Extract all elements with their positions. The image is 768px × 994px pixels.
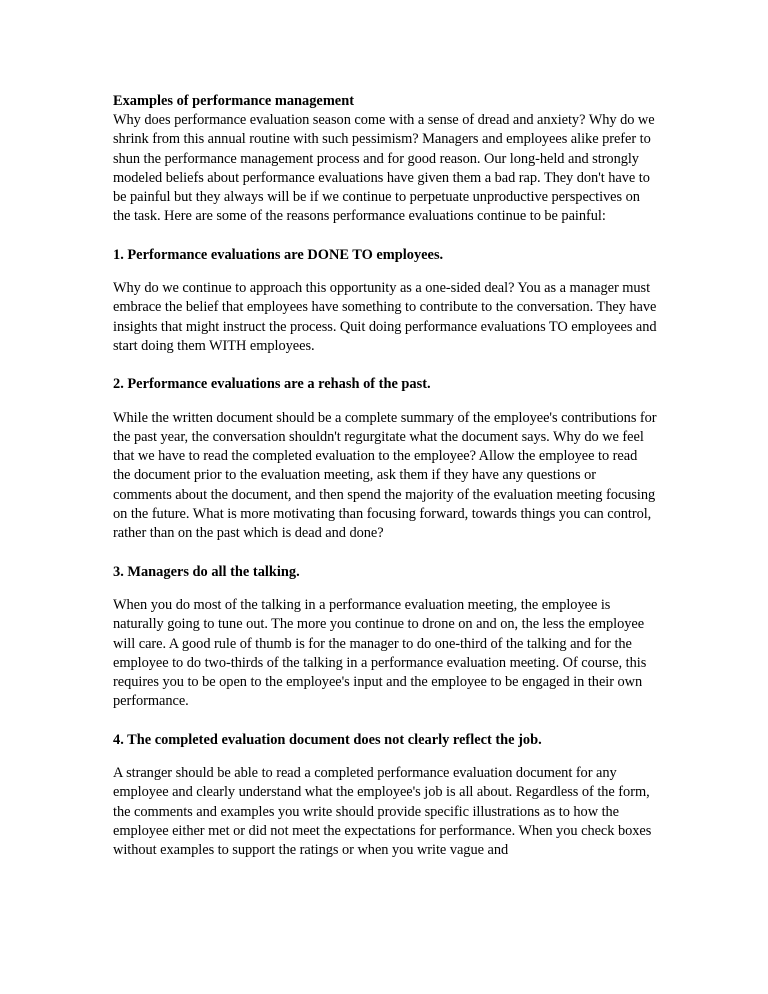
section-heading-1: 1. Performance evaluations are DONE TO employees. bbox=[113, 246, 444, 263]
intro-paragraph: Why does performance evaluation season come with a sense of dread and anxiety? Why do we shrink from this annual routine with such pessimism? Managers and employees alike prefer to shun the performance management process and for good reason. Our long-held and strongly modeled beliefs about performance evaluations have given them a bad rap. They don't have to be painful but they always will be if we continue to perpetuate unproductive perspectives on the task. Here are some of the reasons performance evaluations continue to be painful: bbox=[113, 112, 655, 225]
document-title: Examples of performance management bbox=[113, 93, 354, 109]
section-body-4: A stranger should be able to read a completed performance evaluation document for any employee and clearly understand what the employee's job is all about. Regardless of the form, the comments and examples you write should provide specific illustrations as to how the employee either met or did not meet the expectations for performance. When you check boxes without examples to support the ratings or when you write vague and bbox=[113, 765, 652, 859]
section-heading-4: 4. The completed evaluation document does not clearly reflect the job. bbox=[113, 731, 542, 748]
section-body-1: Why do we continue to approach this opportunity as a one-sided deal? You as a manager must embrace the belief that employees have something to contribute to the conversation. They have insights that might instruct the process. Quit doing performance evaluations TO employees and start doing them WITH employees. bbox=[113, 280, 657, 354]
section-body-2: While the written document should be a complete summary of the employee's contributions for the past year, the conversation shouldn't regurgitate what the document says. Why do we feel that we have to read the completed evaluation to the employee? Allow the employee to read the document prior to the evaluation meeting, ask them if they have any questions or comments about the document, and then spend the majority of the evaluation meeting focusing on the future. What is more motivating than focusing forward, towards things you can control, rather than on the past which is dead and done? bbox=[113, 409, 657, 542]
section-body-3: When you do most of the talking in a performance evaluation meeting, the employee is naturally going to tune out. The more you continue to drone on and on, the less the employee will care. A good rule of thumb is for the manager to do one-third of the talking and for the employee to do two-thirds of the talking in a performance evaluation meeting. Of course, this requires you to be open to the employee's input and the employee to be engaged in their own performance. bbox=[113, 596, 647, 710]
section-heading-2: 2. Performance evaluations are a rehash of the past. bbox=[113, 376, 431, 393]
document-content bbox=[113, 91, 658, 861]
section-heading-3: 3. Managers do all the talking. bbox=[113, 563, 300, 580]
